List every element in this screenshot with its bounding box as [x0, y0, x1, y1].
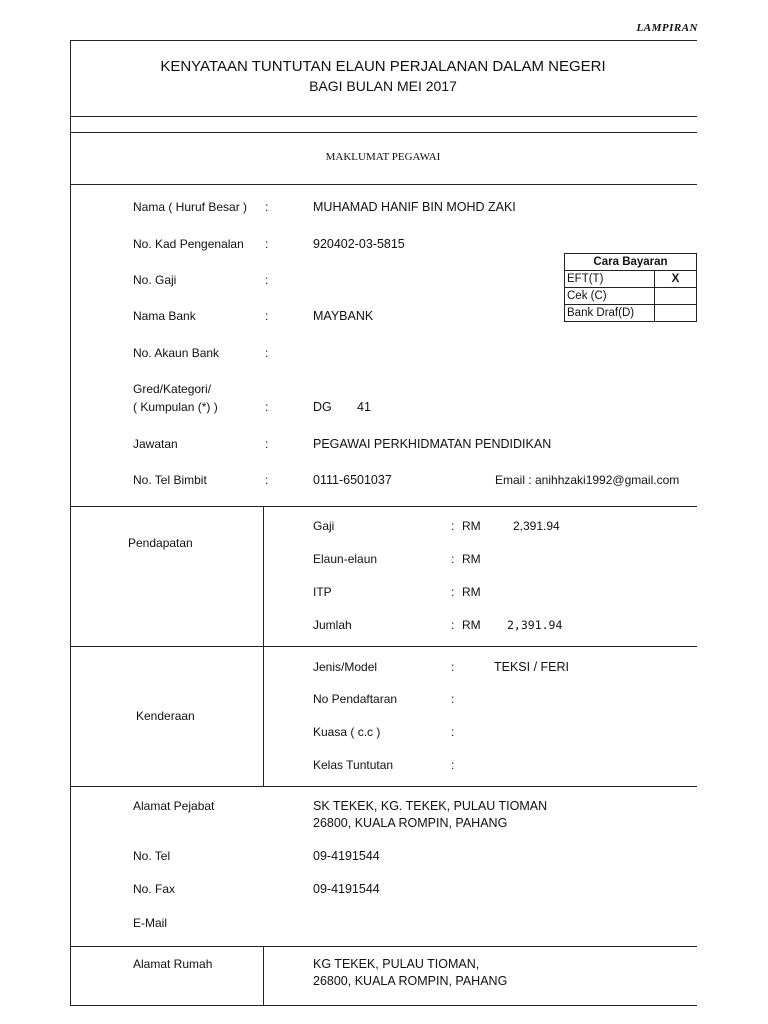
separator: : [451, 585, 455, 599]
itp-label: ITP [313, 585, 332, 599]
divider [70, 646, 697, 647]
frame-bottom [70, 1005, 697, 1006]
section-title: MAKLUMAT PEGAWAI [325, 151, 441, 163]
elaun-label: Elaun-elaun [313, 552, 378, 566]
separator: : [451, 660, 455, 674]
divider [70, 506, 697, 507]
pejabat-tel-label: No. Tel [133, 849, 171, 863]
divider [70, 132, 697, 133]
kenderaan-label: Kenderaan [136, 709, 195, 723]
jawatan-label: Jawatan [133, 437, 178, 451]
separator: : [265, 346, 269, 360]
nama-value: MUHAMAD HANIF BIN MOHD ZAKI [313, 200, 516, 214]
divider [70, 786, 697, 787]
daftar-label: No Pendaftaran [313, 692, 398, 706]
cara-bayaran-title: Cara Bayaran [565, 254, 697, 271]
kumpulan-label: ( Kumpulan (*) ) [133, 400, 218, 414]
jumlah-amount: 2,391.94 [507, 618, 563, 632]
form-subtitle: BAGI BULAN MEI 2017 [309, 78, 457, 94]
pejabat-fax-label: No. Fax [133, 882, 176, 896]
eft-mark[interactable]: X [655, 271, 697, 288]
kp-label: No. Kad Pengenalan [133, 237, 244, 251]
separator: : [451, 552, 455, 566]
jenis-value: TEKSI / FERI [494, 660, 570, 674]
alamat-rumah-line1: KG TEKEK, PULAU TIOMAN, [313, 957, 480, 971]
divider [70, 946, 697, 947]
table-row [565, 271, 697, 288]
currency: RM [462, 585, 481, 599]
lampiran-label: LAMPIRAN [636, 22, 698, 34]
gred-label: Gred/Kategori/ [133, 382, 212, 396]
separator: : [265, 437, 269, 451]
divider [70, 184, 697, 185]
kuasa-label: Kuasa ( c.c ) [313, 725, 381, 739]
cek-mark[interactable] [655, 288, 697, 305]
pejabat-tel-value: 09-4191544 [313, 849, 380, 863]
bank-draf-label: Bank Draf(D) [565, 305, 655, 322]
divider [70, 116, 697, 117]
eft-label: EFT(T) [565, 271, 655, 288]
kp-value: 920402-03-5815 [313, 237, 405, 251]
gred-prefix: DG [313, 400, 332, 414]
cara-bayaran-table [564, 253, 697, 322]
column-divider [263, 946, 264, 1005]
separator: : [265, 273, 269, 287]
gred-value: 41 [357, 400, 371, 414]
cek-label: Cek (C) [565, 288, 655, 305]
currency: RM [462, 552, 481, 566]
alamat-pejabat-line1: SK TEKEK, KG. TEKEK, PULAU TIOMAN [313, 799, 548, 813]
gaji-label: Gaji [313, 519, 335, 533]
column-divider [263, 506, 264, 786]
kelas-label: Kelas Tuntutan [313, 758, 394, 772]
jawatan-value: PEGAWAI PERKHIDMATAN PENDIDIKAN [313, 437, 552, 451]
separator: : [451, 519, 455, 533]
bank-label: Nama Bank [133, 309, 196, 323]
email-value: Email : anihhzaki1992@gmail.com [495, 473, 680, 487]
table-row [565, 288, 697, 305]
gaji-amount: 2,391.94 [513, 519, 560, 533]
tel-bimbit-label: No. Tel Bimbit [133, 473, 207, 487]
alamat-rumah-label: Alamat Rumah [133, 957, 213, 971]
bank-draf-mark[interactable] [655, 305, 697, 322]
currency: RM [462, 519, 481, 533]
alamat-pejabat-label: Alamat Pejabat [133, 799, 215, 813]
nama-label: Nama ( Huruf Besar ) [133, 200, 248, 214]
akaun-label: No. Akaun Bank [133, 346, 220, 360]
currency: RM [462, 618, 481, 632]
form-title: KENYATAAN TUNTUTAN ELAUN PERJALANAN DALAM NEGERI [160, 58, 606, 75]
tel-bimbit-value: 0111-6501037 [313, 473, 392, 487]
separator: : [451, 618, 455, 632]
table-row [565, 305, 697, 322]
alamat-pejabat-line2: 26800, KUALA ROMPIN, PAHANG [313, 816, 508, 830]
alamat-rumah-line2: 26800, KUALA ROMPIN, PAHANG [313, 974, 508, 988]
bank-value: MAYBANK [313, 309, 374, 323]
pejabat-email-label: E-Mail [133, 916, 168, 930]
jumlah-label: Jumlah [313, 618, 352, 632]
separator: : [265, 309, 269, 323]
separator: : [265, 200, 269, 214]
separator: : [265, 473, 269, 487]
separator: : [451, 725, 455, 739]
separator: : [265, 400, 269, 414]
frame-top [70, 40, 697, 41]
separator: : [451, 692, 455, 706]
pendapatan-label: Pendapatan [128, 536, 193, 550]
pejabat-fax-value: 09-4191544 [313, 882, 380, 896]
jenis-label: Jenis/Model [313, 660, 378, 674]
separator: : [451, 758, 455, 772]
gaji-no-label: No. Gaji [133, 273, 177, 287]
separator: : [265, 237, 269, 251]
